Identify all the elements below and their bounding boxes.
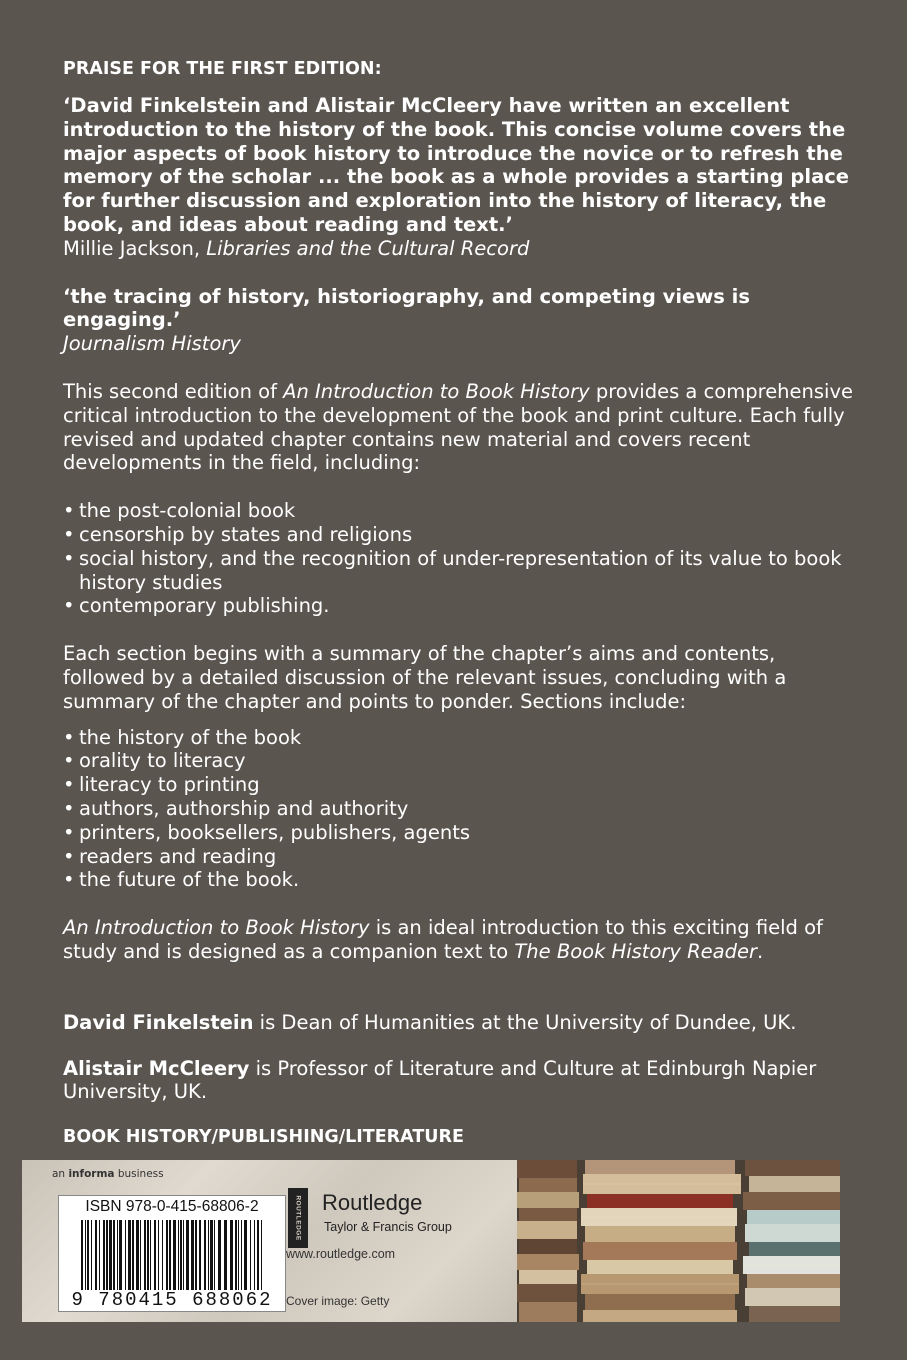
barcode-bar bbox=[166, 1220, 168, 1290]
barcode-bar bbox=[109, 1220, 112, 1290]
subject-category: BOOK HISTORY/PUBLISHING/LITERATURE bbox=[63, 1127, 464, 1148]
publisher-panel bbox=[22, 1160, 840, 1322]
paper-texture bbox=[22, 1160, 517, 1322]
barcode-bar bbox=[106, 1220, 108, 1290]
barcode bbox=[58, 1195, 286, 1312]
developments-list bbox=[63, 499, 853, 618]
barcode-bar bbox=[195, 1220, 197, 1290]
list-item: • literacy to printing bbox=[63, 773, 853, 797]
list-item: • the future of the book. bbox=[63, 868, 853, 892]
intro-paragraph bbox=[63, 380, 853, 475]
barcode-bar bbox=[99, 1220, 100, 1290]
informa-pre: an bbox=[52, 1168, 69, 1180]
barcode-digits: 9 780415 688062 bbox=[71, 1289, 273, 1311]
barcode-bar bbox=[191, 1220, 194, 1290]
barcode-bar bbox=[186, 1220, 189, 1290]
barcode-bar bbox=[147, 1220, 149, 1290]
quote-1: ‘David Finkelstein and Alistair McCleery have written an excellent introduction to the history of the book. This concise volume covers the major aspects of book history to introduce the novice or to refresh the memory of the scholar ... the book as a whole provides a starting place for further discussion and exploration into the history of literacy, the book, and ideas about reading and text.’ bbox=[63, 94, 850, 236]
publisher-url: www.routledge.com bbox=[286, 1247, 396, 1261]
barcode-bar bbox=[162, 1220, 163, 1290]
barcode-bar bbox=[173, 1220, 176, 1290]
barcode-bar bbox=[144, 1220, 146, 1290]
publisher-name: Routledge bbox=[322, 1190, 423, 1215]
barcode-bar bbox=[169, 1220, 171, 1290]
sections-list bbox=[63, 726, 853, 893]
informa-brand: informa bbox=[68, 1168, 115, 1180]
isbn-text: ISBN 978-0-415-68806-2 bbox=[85, 1198, 259, 1215]
barcode-bar bbox=[150, 1220, 151, 1290]
barcode-bar bbox=[235, 1220, 237, 1290]
barcode-bar bbox=[254, 1220, 255, 1290]
intro-pre: This second edition of bbox=[63, 379, 284, 403]
barcode-bar bbox=[244, 1220, 247, 1290]
list-item: • social history, and the recognition of under-representation of its value to book history studies bbox=[63, 547, 853, 595]
barcode-bar bbox=[81, 1220, 83, 1290]
back-cover-text bbox=[63, 58, 853, 1150]
barcode-bar bbox=[261, 1220, 262, 1290]
author-1-name: David Finkelstein bbox=[63, 1010, 254, 1034]
barcode-bar bbox=[158, 1220, 159, 1290]
closing-paragraph bbox=[63, 916, 853, 964]
list-item: • printers, booksellers, publishers, agents bbox=[63, 821, 853, 845]
barcode-bar bbox=[238, 1220, 239, 1290]
informa-tagline bbox=[52, 1168, 164, 1180]
author-2-name: Alistair McCleery bbox=[63, 1056, 250, 1080]
quote-1-source: Libraries and the Cultural Record bbox=[206, 236, 530, 260]
list-item: • authors, authorship and authority bbox=[63, 797, 853, 821]
list-item: • orality to literacy bbox=[63, 749, 853, 773]
barcode-bar bbox=[208, 1220, 209, 1290]
barcode-bar bbox=[183, 1220, 184, 1290]
author-2-text: is Professor of Literature and Culture at Edinburgh Napier University, UK. bbox=[63, 1056, 817, 1104]
barcode-bar bbox=[154, 1220, 156, 1290]
barcode-bar bbox=[85, 1220, 86, 1290]
barcode-bar bbox=[119, 1220, 122, 1290]
author-1-text: is Dean of Humanities at the University of Dundee, UK. bbox=[253, 1010, 797, 1034]
barcode-bar bbox=[199, 1220, 201, 1290]
barcode-bar bbox=[241, 1220, 242, 1290]
informa-post: business bbox=[114, 1168, 164, 1180]
quote-1-author: Millie Jackson, bbox=[63, 236, 207, 260]
quote-2-source: Journalism History bbox=[63, 332, 241, 356]
barcode-bar bbox=[103, 1220, 105, 1290]
barcode-bars bbox=[79, 1220, 269, 1290]
closing-reader-title: The Book History Reader bbox=[514, 939, 758, 963]
cover-credit: Cover image: Getty bbox=[286, 1294, 390, 1308]
closing-book-title: An Introduction to Book History bbox=[63, 916, 370, 940]
list-item: • the history of the book bbox=[63, 726, 853, 750]
barcode-bar bbox=[224, 1220, 227, 1290]
barcode-bar bbox=[128, 1220, 131, 1290]
barcode-bar bbox=[140, 1220, 141, 1290]
author-1-bio bbox=[63, 1011, 853, 1035]
barcode-bar bbox=[250, 1220, 251, 1290]
list-item: • the post-colonial book bbox=[63, 499, 853, 523]
logo-letters: ROUTLEDGE bbox=[294, 1195, 302, 1241]
barcode-bar bbox=[230, 1220, 233, 1290]
routledge-logo-icon bbox=[288, 1188, 308, 1248]
barcode-bar bbox=[204, 1220, 206, 1290]
quote-2: ‘the tracing of history, historiography, and competing views is engaging.’ bbox=[63, 284, 750, 332]
intro-book-title: An Introduction to Book History bbox=[283, 379, 590, 403]
barcode-bar bbox=[180, 1220, 182, 1290]
barcode-bar bbox=[218, 1220, 221, 1290]
list-item: • censorship by states and religions bbox=[63, 523, 853, 547]
barcode-bar bbox=[113, 1220, 115, 1290]
list-item: • readers and reading bbox=[63, 845, 853, 869]
list-item: • contemporary publishing. bbox=[63, 594, 853, 618]
quote-1-attribution bbox=[63, 237, 853, 261]
closing-end: . bbox=[757, 939, 764, 963]
sections-intro: Each section begins with a summary of the chapter’s aims and contents, followed by a detailed discussion of the relevant issues, concluding with a summary of the chapter and points to ponder. Sections include: bbox=[63, 642, 787, 713]
barcode-bar bbox=[136, 1220, 139, 1290]
barcode-bar bbox=[214, 1220, 215, 1290]
barcode-bar bbox=[125, 1220, 126, 1290]
closing-mid: is an ideal introduction to this exciting field of study and is designed as a companion text to bbox=[63, 916, 823, 963]
praise-heading: PRAISE FOR THE FIRST EDITION: bbox=[63, 59, 382, 79]
intro-post: provides a comprehensive critical introduction to the development of the book and print culture. Each fully revised and updated chapter contains new material and covers recent developments in the field, including: bbox=[63, 379, 854, 475]
barcode-bar bbox=[257, 1220, 259, 1290]
books-stack-image bbox=[517, 1160, 840, 1322]
publisher-group: Taylor & Francis Group bbox=[324, 1220, 452, 1234]
barcode-bar bbox=[87, 1220, 89, 1290]
barcode-bar bbox=[132, 1220, 134, 1290]
barcode-bar bbox=[178, 1220, 179, 1290]
barcode-bar bbox=[117, 1220, 118, 1290]
author-2-bio bbox=[63, 1057, 853, 1105]
barcode-bar bbox=[210, 1220, 213, 1290]
barcode-bar bbox=[95, 1220, 97, 1290]
barcode-bar bbox=[91, 1220, 92, 1290]
